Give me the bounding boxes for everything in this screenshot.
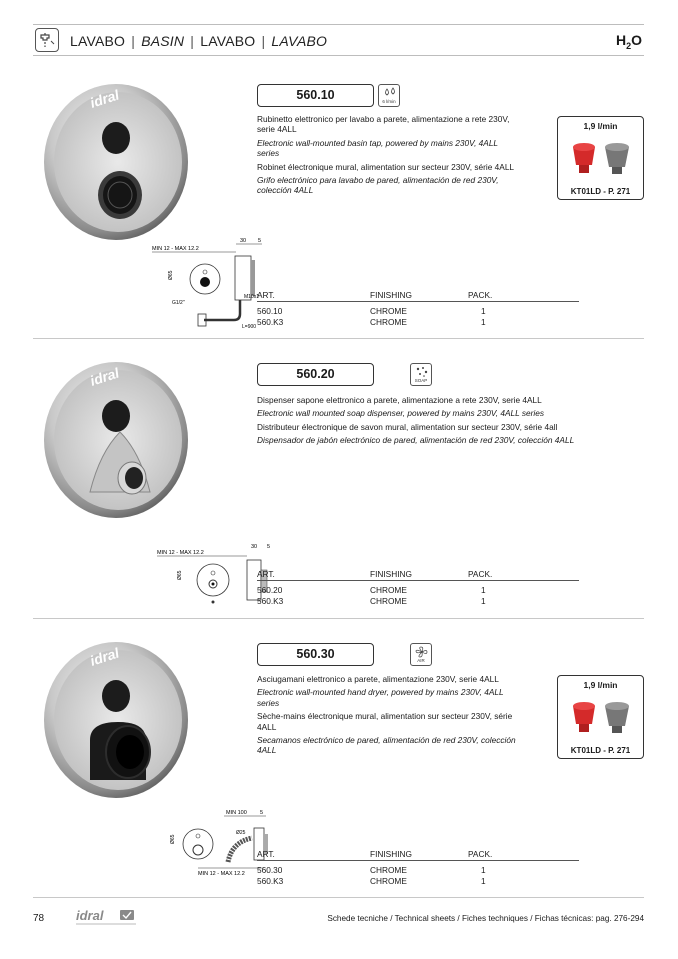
- svg-text:Ø25: Ø25: [236, 830, 246, 836]
- desc-fr: Distributeur électronique de savon mural, alimentation sur secteur 230V, série 4all: [257, 421, 558, 432]
- table-row: 560.10 CHROME 1: [257, 306, 486, 316]
- svg-text:30: 30: [240, 238, 247, 244]
- product-image-560-20: [42, 360, 192, 525]
- desc-it: Dispenser sapone elettronico a parete, alimentazione a rete 230V, serie 4ALL: [257, 395, 542, 405]
- technical-sheets-note: Schede tecniche / Technical sheets / Fiches techniques / Fichas técnicas: pag. 276-294: [327, 914, 644, 923]
- section-divider: [33, 618, 644, 619]
- section-divider: [33, 338, 644, 339]
- idral-logo: idral: [87, 644, 122, 669]
- idral-logo: idral: [87, 364, 122, 389]
- svg-text:5: 5: [260, 810, 264, 816]
- page-header: [33, 24, 644, 56]
- aerator-kit-box: [557, 116, 644, 200]
- idral-logo: idral: [87, 86, 122, 111]
- svg-text:L=900: L=900: [242, 324, 257, 330]
- h2o-label: $H_2O$: [615, 32, 642, 51]
- product-image-560-30: [42, 640, 192, 805]
- idral-footer-logo: [74, 907, 144, 932]
- svg-text:MIN 12 - MAX 12.2: MIN 12 - MAX 12.2: [198, 871, 245, 877]
- product-code-560-30: 560.30: [257, 643, 374, 666]
- product-code-560-10: 560.10: [257, 84, 374, 107]
- desc-fr: Robinet électronique mural, alimentation sur secteur 230V, série 4ALL: [257, 161, 515, 172]
- table-row: 560.K3 CHROME 1: [257, 595, 486, 606]
- svg-text:MIN 100: MIN 100: [226, 810, 247, 816]
- table-header: ART. FINISHING PACK.: [257, 290, 579, 302]
- product-code-560-20: 560.20: [257, 363, 374, 386]
- kit-reference: KT01LD - P. 271: [570, 746, 631, 755]
- water-drop-icon: 6 l/min: [378, 84, 400, 107]
- svg-text:idral: idral: [76, 908, 104, 923]
- soap-icon: SOAP: [410, 363, 432, 386]
- svg-text:Ø65: Ø65: [168, 270, 174, 280]
- page-number: 78: [33, 913, 45, 924]
- aerator-icon: [567, 692, 637, 744]
- table-row: 560.K3 CHROME 1: [257, 875, 486, 886]
- table-header: ART. FINISHING PACK.: [257, 849, 579, 861]
- article-table-560-10: [257, 290, 579, 327]
- basin-tap-icon: [35, 28, 59, 52]
- svg-text:MIN 12 - MAX 12.2: MIN 12 - MAX 12.2: [157, 550, 204, 556]
- article-table-560-30: [257, 849, 579, 886]
- desc-es: Grifo electrónico para lavabo de pared, alimentación de red 230V, colección 4ALL: [257, 175, 499, 196]
- description-560-20: [257, 395, 597, 449]
- article-table-560-20: [257, 569, 579, 606]
- title-es: LAVABO: [271, 33, 328, 49]
- section-title: LAVABO | BASIN | LAVABO | LAVABO: [70, 33, 328, 49]
- table-header: ART. FINISHING PACK.: [257, 569, 579, 581]
- table-row: 560.30 CHROME 1: [257, 865, 486, 875]
- description-560-10: [257, 114, 519, 199]
- tech-drawing-560-10: [150, 234, 270, 339]
- product-image-560-10: [42, 82, 192, 247]
- kit-flow-rate: 1,9 l/min: [583, 680, 618, 690]
- desc-es: Secamanos electrónico de pared, alimentación de red 230V, colección 4ALL: [257, 735, 516, 756]
- desc-en: Electronic wall-mounted hand dryer, powered by mains 230V, 4ALL series: [257, 687, 504, 708]
- desc-es: Dispensador de jabón electrónico de pared, alimentación de red 230V, colección 4ALL: [257, 435, 575, 446]
- svg-text:MIN 12 - MAX 12.2: MIN 12 - MAX 12.2: [152, 246, 199, 252]
- desc-en: Electronic wall-mounted basin tap, powered by mains 230V, 4ALL series: [257, 137, 498, 159]
- table-row: 560.20 CHROME 1: [257, 585, 486, 595]
- title-it: LAVABO: [70, 33, 126, 49]
- desc-it: Asciugamani elettronico a parete, alimentazione 230V, serie 4ALL: [257, 674, 499, 684]
- svg-text:5: 5: [267, 544, 271, 550]
- svg-text:Ø65: Ø65: [170, 834, 176, 844]
- svg-text:M10x1: M10x1: [244, 294, 260, 300]
- aerator-icon: [567, 133, 637, 185]
- desc-it: Rubinetto elettronico per lavabo a parete, alimentazione a rete 230V, serie 4ALL: [257, 114, 510, 135]
- aerator-kit-box: [557, 675, 644, 759]
- description-560-30: [257, 674, 519, 759]
- title-en: BASIN: [141, 33, 185, 49]
- air-icon: AIR: [410, 643, 432, 666]
- desc-fr: Sèche-mains électronique mural, alimentation sur secteur 230V, série 4ALL: [257, 711, 513, 732]
- table-row: 560.K3 CHROME 1: [257, 316, 486, 327]
- footer-divider: [33, 897, 644, 898]
- desc-en: Electronic wall mounted soap dispenser, powered by mains 230V, 4ALL series: [257, 408, 545, 419]
- svg-text:Ø65: Ø65: [177, 570, 183, 580]
- svg-text:G1/2": G1/2": [172, 300, 185, 306]
- kit-reference: KT01LD - P. 271: [570, 187, 631, 196]
- title-fr: LAVABO: [200, 33, 256, 49]
- svg-text:30: 30: [251, 544, 258, 550]
- kit-flow-rate: 1,9 l/min: [583, 121, 618, 131]
- svg-text:5: 5: [258, 238, 262, 244]
